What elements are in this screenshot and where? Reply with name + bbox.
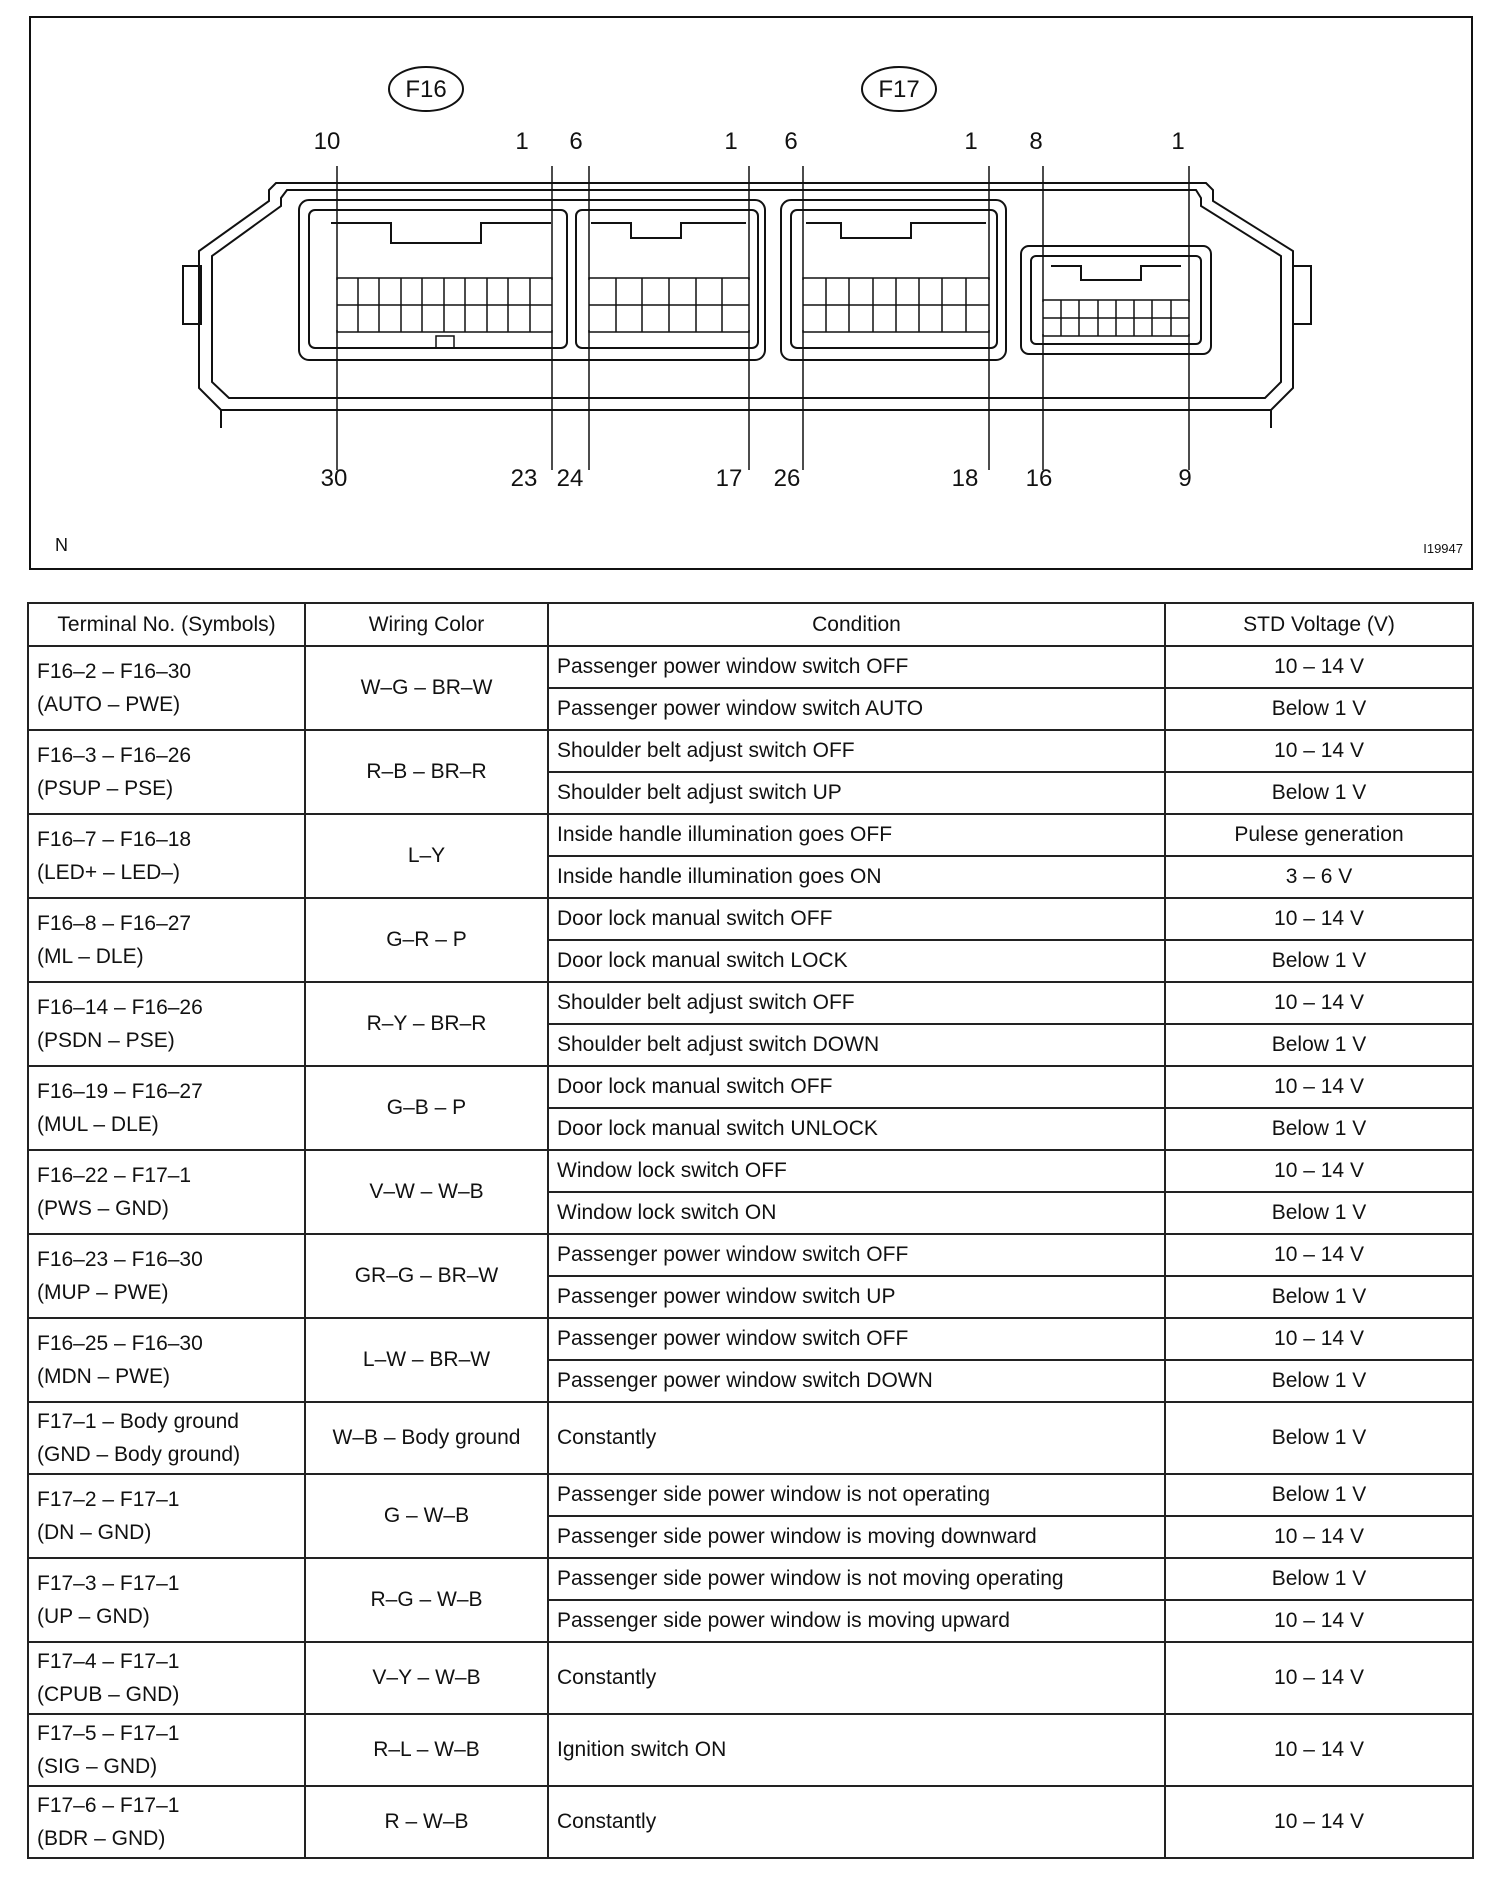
pin-number: 8 bbox=[1029, 128, 1043, 155]
header-condition: Condition bbox=[548, 603, 1165, 646]
terminal-symbols: (LED+ – LED–) bbox=[37, 861, 180, 884]
std-voltage-cell: Below 1 V bbox=[1165, 1360, 1473, 1402]
terminal-cell bbox=[28, 1402, 305, 1474]
terminal-cell bbox=[28, 1786, 305, 1858]
terminal-symbols: (BDR – GND) bbox=[37, 1827, 166, 1850]
view-label: N bbox=[55, 535, 68, 555]
pin-number: 6 bbox=[569, 128, 583, 155]
wiring-color-cell: G – W–B bbox=[305, 1474, 548, 1558]
condition-cell: Passenger side power window is not moving operating bbox=[548, 1558, 1165, 1600]
pin-number: 1 bbox=[724, 128, 738, 155]
condition-cell: Door lock manual switch LOCK bbox=[548, 940, 1165, 982]
std-voltage-cell: Below 1 V bbox=[1165, 1558, 1473, 1600]
pin-number: 6 bbox=[784, 128, 798, 155]
terminal-symbols: (PSUP – PSE) bbox=[37, 777, 174, 800]
pin-number: 1 bbox=[515, 128, 529, 155]
condition-cell: Shoulder belt adjust switch DOWN bbox=[548, 1024, 1165, 1066]
terminal-symbols: (MUP – PWE) bbox=[37, 1281, 169, 1304]
condition-cell: Shoulder belt adjust switch OFF bbox=[548, 982, 1165, 1024]
wiring-color-cell: R–L – W–B bbox=[305, 1714, 548, 1786]
terminal-symbols: (GND – Body ground) bbox=[37, 1443, 241, 1466]
terminal-cell bbox=[28, 1150, 305, 1234]
terminal-number: F16–7 – F16–18 bbox=[37, 828, 192, 851]
terminal-number: F17–2 – F17–1 bbox=[37, 1488, 180, 1511]
terminal-voltage-table bbox=[27, 602, 1474, 1859]
pin-number: 16 bbox=[1025, 465, 1053, 492]
terminal-number: F17–5 – F17–1 bbox=[37, 1722, 180, 1745]
table-row bbox=[28, 1714, 1473, 1786]
pin-grid-f16-b bbox=[589, 278, 749, 332]
table-row bbox=[28, 1402, 1473, 1474]
terminal-symbols: (DN – GND) bbox=[37, 1521, 152, 1544]
table-body bbox=[28, 646, 1473, 1858]
terminal-cell bbox=[28, 1714, 305, 1786]
terminal-number: F16–23 – F16–30 bbox=[37, 1248, 203, 1271]
condition-cell: Passenger power window switch AUTO bbox=[548, 688, 1165, 730]
wiring-color-cell: R – W–B bbox=[305, 1786, 548, 1858]
terminal-number: F17–3 – F17–1 bbox=[37, 1572, 180, 1595]
std-voltage-cell: Below 1 V bbox=[1165, 1192, 1473, 1234]
wiring-color-cell: W–B – Body ground bbox=[305, 1402, 548, 1474]
condition-cell: Constantly bbox=[548, 1402, 1165, 1474]
wiring-color-cell: GR–G – BR–W bbox=[305, 1234, 548, 1318]
condition-cell: Inside handle illumination goes ON bbox=[548, 856, 1165, 898]
pin-number: 18 bbox=[951, 465, 979, 492]
std-voltage-cell: 10 – 14 V bbox=[1165, 646, 1473, 688]
table-row bbox=[28, 814, 1473, 856]
connector-f16-housing bbox=[299, 200, 765, 360]
std-voltage-cell: Below 1 V bbox=[1165, 688, 1473, 730]
terminal-symbols: (CPUB – GND) bbox=[37, 1683, 180, 1706]
pin-number: 26 bbox=[773, 465, 801, 492]
std-voltage-cell: 10 – 14 V bbox=[1165, 1150, 1473, 1192]
terminal-number: F16–2 – F16–30 bbox=[37, 660, 192, 683]
std-voltage-cell: 10 – 14 V bbox=[1165, 730, 1473, 772]
pin-grid-f17-a bbox=[803, 278, 989, 332]
wiring-color-cell: L–W – BR–W bbox=[305, 1318, 548, 1402]
table-row bbox=[28, 1066, 1473, 1108]
terminal-number: F16–19 – F16–27 bbox=[37, 1080, 203, 1103]
wiring-color-cell: G–R – P bbox=[305, 898, 548, 982]
table-row bbox=[28, 1786, 1473, 1858]
table-row bbox=[28, 646, 1473, 688]
condition-cell: Passenger power window switch UP bbox=[548, 1276, 1165, 1318]
condition-cell: Constantly bbox=[548, 1642, 1165, 1714]
terminal-number: F17–1 – Body ground bbox=[37, 1410, 239, 1433]
std-voltage-cell: Below 1 V bbox=[1165, 772, 1473, 814]
table-row bbox=[28, 1318, 1473, 1360]
terminal-symbols: (MDN – PWE) bbox=[37, 1365, 170, 1388]
terminal-symbols: (AUTO – PWE) bbox=[37, 693, 181, 716]
pin-grid-f17-b bbox=[1043, 300, 1189, 336]
terminal-cell bbox=[28, 1558, 305, 1642]
std-voltage-cell: 10 – 14 V bbox=[1165, 1786, 1473, 1858]
std-voltage-cell: 10 – 14 V bbox=[1165, 1714, 1473, 1786]
terminal-number: F16–22 – F17–1 bbox=[37, 1164, 192, 1187]
condition-cell: Passenger power window switch OFF bbox=[548, 646, 1165, 688]
terminal-cell bbox=[28, 982, 305, 1066]
terminal-symbols: (PSDN – PSE) bbox=[37, 1029, 175, 1052]
table-row bbox=[28, 982, 1473, 1024]
svg-text:F17: F17 bbox=[878, 76, 920, 103]
std-voltage-cell: Below 1 V bbox=[1165, 1402, 1473, 1474]
header-terminal: Terminal No. (Symbols) bbox=[28, 603, 305, 646]
terminal-symbols: (UP – GND) bbox=[37, 1605, 150, 1628]
terminal-number: F16–14 – F16–26 bbox=[37, 996, 203, 1019]
std-voltage-cell: 10 – 14 V bbox=[1165, 1642, 1473, 1714]
terminal-cell bbox=[28, 646, 305, 730]
connector-label-f17 bbox=[862, 67, 936, 111]
std-voltage-cell: 10 – 14 V bbox=[1165, 1318, 1473, 1360]
terminal-cell bbox=[28, 814, 305, 898]
std-voltage-cell: 10 – 14 V bbox=[1165, 1516, 1473, 1558]
pin-number: 9 bbox=[1178, 465, 1192, 492]
header-wiring-color: Wiring Color bbox=[305, 603, 548, 646]
std-voltage-cell: 10 – 14 V bbox=[1165, 982, 1473, 1024]
condition-cell: Passenger side power window is moving downward bbox=[548, 1516, 1165, 1558]
pin-number: 24 bbox=[556, 465, 584, 492]
terminal-symbols: (MUL – DLE) bbox=[37, 1113, 159, 1136]
condition-cell: Shoulder belt adjust switch UP bbox=[548, 772, 1165, 814]
std-voltage-cell: 10 – 14 V bbox=[1165, 1066, 1473, 1108]
terminal-cell bbox=[28, 730, 305, 814]
terminal-symbols: (PWS – GND) bbox=[37, 1197, 169, 1220]
pin-numbers-bottom bbox=[321, 465, 1192, 492]
condition-cell: Door lock manual switch UNLOCK bbox=[548, 1108, 1165, 1150]
terminal-cell bbox=[28, 1474, 305, 1558]
connector-diagram bbox=[29, 16, 1473, 570]
table-row bbox=[28, 1558, 1473, 1600]
pin-numbers-top bbox=[314, 128, 1185, 155]
condition-cell: Passenger side power window is not operating bbox=[548, 1474, 1165, 1516]
condition-cell: Window lock switch OFF bbox=[548, 1150, 1165, 1192]
terminal-cell bbox=[28, 1642, 305, 1714]
pin-number: 1 bbox=[964, 128, 978, 155]
std-voltage-cell: 10 – 14 V bbox=[1165, 1600, 1473, 1642]
wiring-color-cell: L–Y bbox=[305, 814, 548, 898]
wiring-color-cell: R–B – BR–R bbox=[305, 730, 548, 814]
pin-number: 17 bbox=[715, 465, 743, 492]
condition-cell: Door lock manual switch OFF bbox=[548, 1066, 1165, 1108]
std-voltage-cell: Below 1 V bbox=[1165, 940, 1473, 982]
std-voltage-cell: 10 – 14 V bbox=[1165, 898, 1473, 940]
condition-cell: Passenger power window switch DOWN bbox=[548, 1360, 1165, 1402]
std-voltage-cell: Below 1 V bbox=[1165, 1474, 1473, 1516]
table-row bbox=[28, 1234, 1473, 1276]
condition-cell: Passenger side power window is moving upward bbox=[548, 1600, 1165, 1642]
connector-label-f16 bbox=[389, 67, 463, 111]
std-voltage-cell: Pulese generation bbox=[1165, 814, 1473, 856]
svg-text:F16: F16 bbox=[405, 76, 447, 103]
pin-number: 10 bbox=[313, 128, 341, 155]
wiring-color-cell: W–G – BR–W bbox=[305, 646, 548, 730]
wiring-color-cell: G–B – P bbox=[305, 1066, 548, 1150]
terminal-number: F16–3 – F16–26 bbox=[37, 744, 192, 767]
terminal-number: F17–6 – F17–1 bbox=[37, 1794, 180, 1817]
condition-cell: Inside handle illumination goes OFF bbox=[548, 814, 1165, 856]
terminal-cell bbox=[28, 1234, 305, 1318]
table-header-row bbox=[28, 603, 1473, 646]
pin-number: 30 bbox=[320, 465, 348, 492]
wiring-color-cell: R–Y – BR–R bbox=[305, 982, 548, 1066]
table-row bbox=[28, 730, 1473, 772]
table-row bbox=[28, 1474, 1473, 1516]
wiring-color-cell: V–Y – W–B bbox=[305, 1642, 548, 1714]
terminal-number: F17–4 – F17–1 bbox=[37, 1650, 180, 1673]
std-voltage-cell: Below 1 V bbox=[1165, 1024, 1473, 1066]
condition-cell: Ignition switch ON bbox=[548, 1714, 1165, 1786]
terminal-cell bbox=[28, 898, 305, 982]
terminal-symbols: (ML – DLE) bbox=[37, 945, 144, 968]
condition-cell: Shoulder belt adjust switch OFF bbox=[548, 730, 1165, 772]
std-voltage-cell: 10 – 14 V bbox=[1165, 1234, 1473, 1276]
wiring-color-cell: R–G – W–B bbox=[305, 1558, 548, 1642]
std-voltage-cell: Below 1 V bbox=[1165, 1276, 1473, 1318]
terminal-cell bbox=[28, 1318, 305, 1402]
terminal-symbols: (SIG – GND) bbox=[37, 1755, 158, 1778]
pin-number: 1 bbox=[1171, 128, 1185, 155]
terminal-number: F16–25 – F16–30 bbox=[37, 1332, 203, 1355]
figure-id: I19947 bbox=[1423, 541, 1463, 556]
table-row bbox=[28, 1642, 1473, 1714]
std-voltage-cell: 3 – 6 V bbox=[1165, 856, 1473, 898]
table-row bbox=[28, 1150, 1473, 1192]
condition-cell: Door lock manual switch OFF bbox=[548, 898, 1165, 940]
table-row bbox=[28, 898, 1473, 940]
terminal-cell bbox=[28, 1066, 305, 1150]
condition-cell: Passenger power window switch OFF bbox=[548, 1234, 1165, 1276]
condition-cell: Window lock switch ON bbox=[548, 1192, 1165, 1234]
pin-number: 23 bbox=[510, 465, 538, 492]
pin-grid-f16-a bbox=[337, 278, 552, 348]
wiring-color-cell: V–W – W–B bbox=[305, 1150, 548, 1234]
header-std-voltage: STD Voltage (V) bbox=[1165, 603, 1473, 646]
terminal-number: F16–8 – F16–27 bbox=[37, 912, 192, 935]
condition-cell: Constantly bbox=[548, 1786, 1165, 1858]
condition-cell: Passenger power window switch OFF bbox=[548, 1318, 1165, 1360]
std-voltage-cell: Below 1 V bbox=[1165, 1108, 1473, 1150]
